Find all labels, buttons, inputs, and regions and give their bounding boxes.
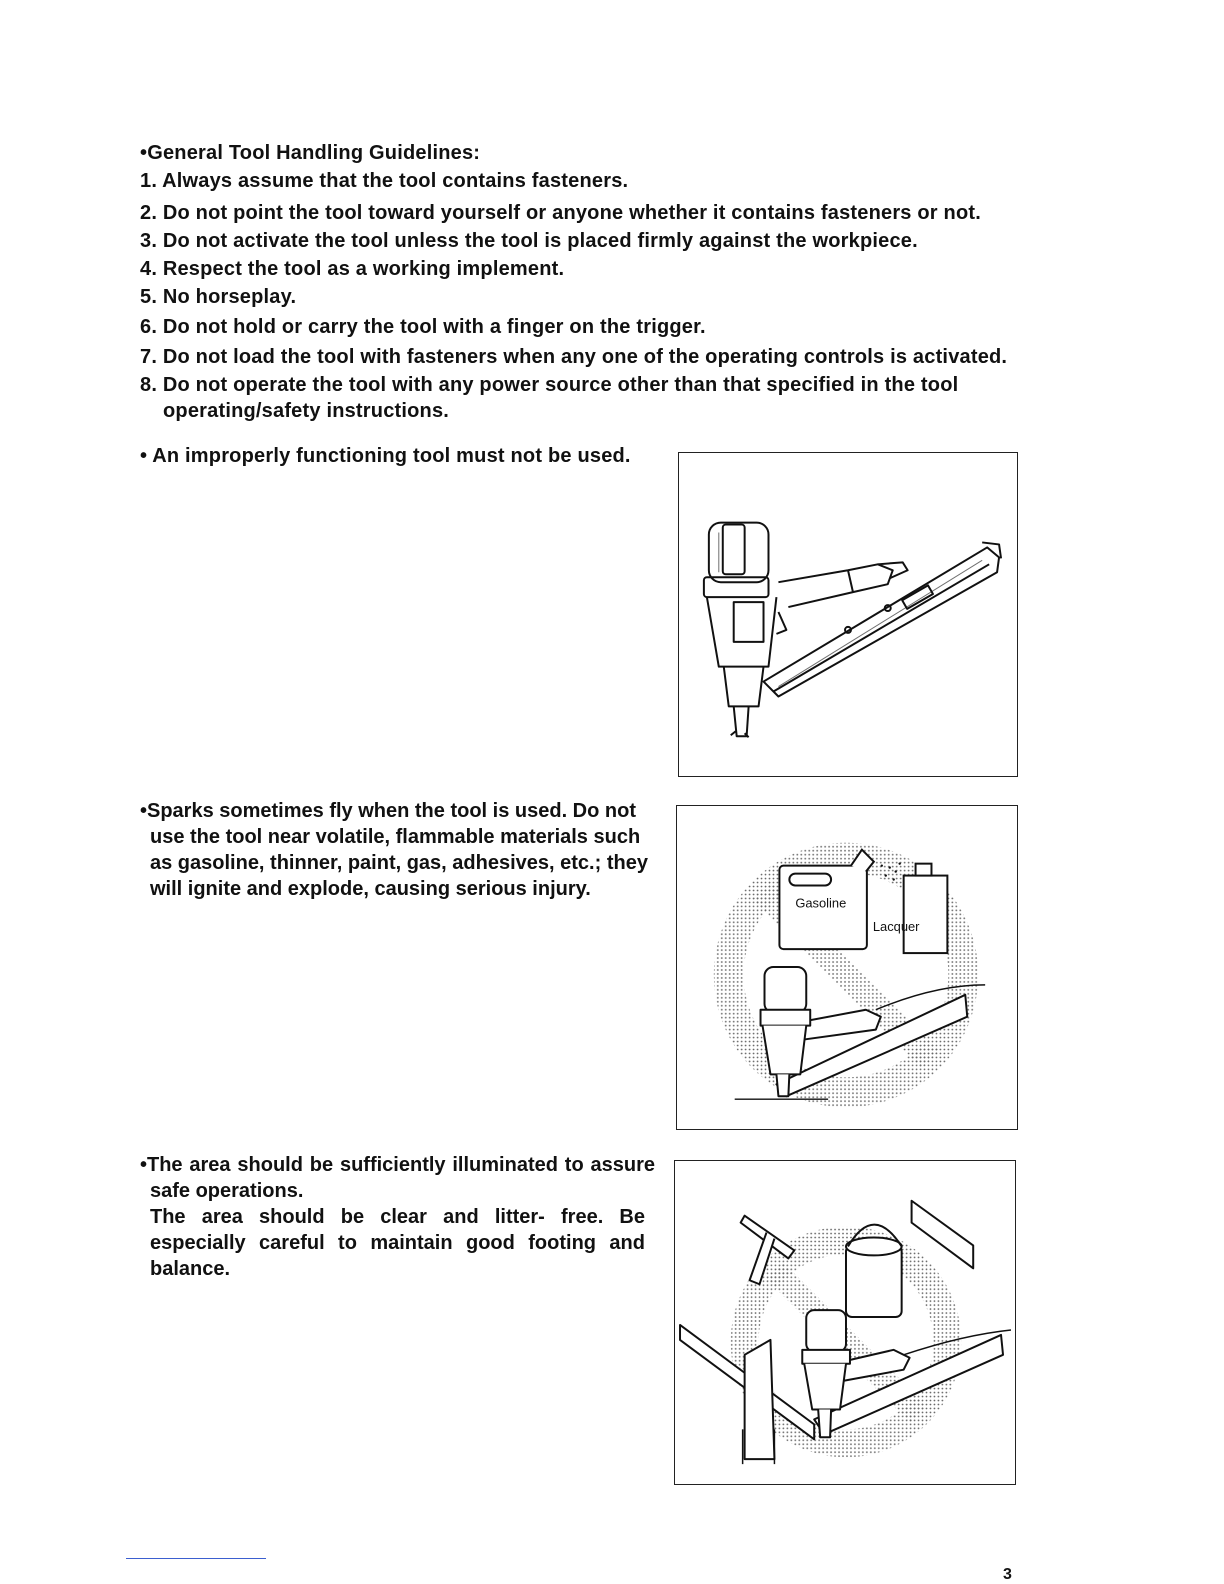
guideline-item-2: 2. Do not point the tool toward yourself or anyone whether it contains fasteners or not. xyxy=(140,202,981,224)
guideline-item-8: 8. Do not operate the tool with any power source other than that specified in the tool xyxy=(140,374,959,396)
lacquer-label: Lacquer xyxy=(872,919,920,935)
section-illumination: •The area should be sufficiently illuminated to assure safe operations. xyxy=(140,1154,655,1202)
guideline-item-5: 5. No horseplay. xyxy=(140,286,297,308)
guideline-item-4: 4. Respect the tool as a working implement. xyxy=(140,258,565,280)
guideline-item-8-cont: operating/safety instructions. xyxy=(163,400,450,422)
nailer-illustration xyxy=(679,453,1017,776)
guideline-item-1: 1. Always assume that the tool contains fasteners. xyxy=(140,170,629,192)
guidelines-heading: •General Tool Handling Guidelines: xyxy=(140,142,481,164)
section-sparks-warning: •Sparks sometimes fly when the tool is used. Do not use the tool near volatile, flammable materials such as gasoline, thinner, paint, gas, adhesives, etc.; they will ignite and explode, causing serious injury. xyxy=(140,800,648,900)
figure-nailer xyxy=(678,452,1018,777)
clear-workspace-illustration xyxy=(675,1161,1015,1484)
gasoline-label: Gasoline xyxy=(795,895,847,911)
flammables-illustration xyxy=(677,806,1017,1129)
guideline-item-6: 6. Do not hold or carry the tool with a finger on the trigger. xyxy=(140,316,706,338)
section-improper-tool: • An improperly functioning tool must not be used. xyxy=(140,445,631,467)
figure-flammables xyxy=(676,805,1018,1130)
section-clear-area: The area should be clear and litter- free. Be especially careful to maintain good footing and balance. xyxy=(150,1206,645,1280)
figure-clear-workspace xyxy=(674,1160,1016,1485)
footer-rule xyxy=(126,1558,266,1559)
guideline-item-7: 7. Do not load the tool with fasteners when any one of the operating controls is activated. xyxy=(140,346,1008,368)
page-number: 3 xyxy=(1003,1566,1012,1583)
guideline-item-3: 3. Do not activate the tool unless the tool is placed firmly against the workpiece. xyxy=(140,230,918,252)
